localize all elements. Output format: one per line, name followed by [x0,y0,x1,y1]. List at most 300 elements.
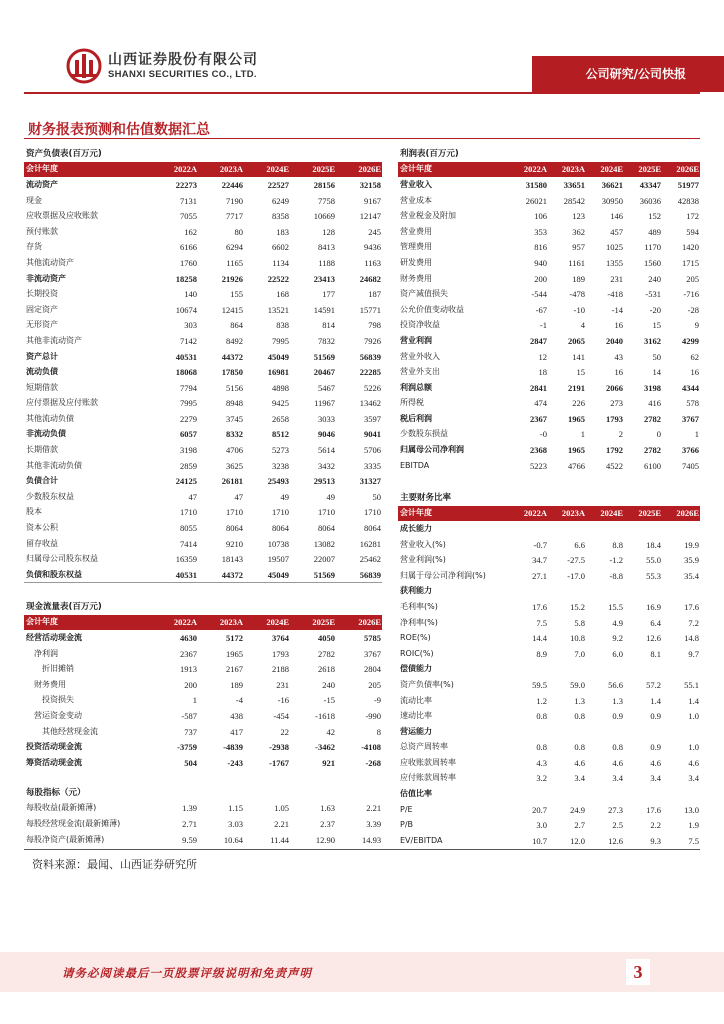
row-value: -268 [365,757,382,768]
row-value: 2.37 [320,818,335,829]
row-label: 现金 [26,195,42,205]
row-value: 4.6 [574,757,585,768]
row-value: 6100 [644,460,661,471]
row-value: 1.2 [536,695,547,706]
table-title-row [24,599,382,615]
row-value: 438 [230,710,243,721]
row-value: 27.1 [532,570,547,581]
row-value: 29513 [313,476,335,487]
row-value: 1 [192,695,197,706]
row-value: 35.4 [684,570,700,581]
row-value: 3.4 [688,773,700,784]
row-value: 2367 [530,413,547,424]
row-value: 17.6 [646,804,661,815]
table-row [24,380,382,396]
row-value: -587 [181,710,197,721]
section-tag [532,56,724,92]
row-value: -716 [683,289,699,300]
row-value: 15 [652,320,661,331]
row-value: 6.6 [574,539,585,550]
row-value: 51569 [313,351,335,362]
row-value: 14.93 [361,834,382,845]
per-share-table [24,785,382,847]
row-value: 1965 [226,648,243,659]
row-value: 200 [534,273,547,284]
row-value: 7758 [318,195,335,206]
row-value: 16 [614,320,623,331]
row-value: 8064 [318,523,335,534]
row-label: 净利润 [34,648,58,658]
table-row [398,755,700,771]
row-label: 负债和股东权益 [24,567,152,583]
row-label: 长期投资 [26,289,58,299]
column-header: 会计年度 [398,506,510,522]
table-row [398,802,700,818]
row-value: 16281 [359,538,382,549]
row-value: 189 [230,679,243,690]
row-value: 8413 [318,242,335,253]
row-value: 3335 [364,460,382,471]
table-row [398,646,700,662]
row-value: 15.2 [570,601,585,612]
row-value: 240 [648,273,661,284]
row-value: -1.2 [609,555,623,566]
row-value: 226 [572,398,585,409]
row-value: 44372 [221,351,243,362]
row-value: 106 [534,211,547,222]
column-header: 2023A [548,162,586,178]
row-value: 5226 [364,382,382,393]
row-value: 2.21 [274,818,289,829]
table-row [398,817,700,833]
row-value: 5172 [226,632,243,643]
row-label: 财务费用 [400,273,432,283]
row-value: 49 [326,491,335,502]
row-value: 19507 [267,554,289,565]
row-value: 10.64 [223,834,243,845]
row-value: 13521 [267,304,289,315]
table-title-row [398,146,700,162]
row-label: 营业成本 [400,195,432,205]
row-value: 205 [368,679,382,690]
row-value: 6294 [226,242,243,253]
row-value: 940 [534,257,547,268]
row-value: 40531 [175,351,197,362]
row-label: 资本公积 [26,523,58,533]
row-value: 10738 [267,538,289,549]
row-label: 应收账款周转率 [400,757,456,767]
row-label: 营业外收入 [400,351,440,361]
table-row [398,302,700,318]
row-value: -4839 [223,742,243,753]
column-header: 2022A [510,506,548,522]
row-value: 4.6 [650,757,661,768]
row-value: 4630 [180,632,197,643]
row-value: 2040 [606,335,623,346]
row-value: 21926 [221,273,243,284]
row-value: 8.8 [612,539,623,550]
row-value: 28542 [563,195,585,206]
row-value: 4050 [318,632,335,643]
row-value: 24682 [359,273,382,284]
row-label: 短期借款 [26,382,58,392]
row-value: 18.4 [646,539,661,550]
row-value: 11.44 [270,834,289,845]
row-value: 57.2 [646,679,661,690]
row-value: 0.9 [612,711,623,722]
table-row [24,349,382,365]
row-value: 1.4 [688,695,700,706]
table-row [398,255,700,271]
row-label: 公允价值变动收益 [400,304,464,314]
table-row [398,193,700,209]
row-value: 3033 [318,413,335,424]
table-row [24,661,382,677]
column-header: 2024E [586,162,624,178]
row-value: 7405 [682,460,699,471]
row-value: 10674 [175,304,197,315]
data-source-note: 资料来源：最闻、山西证券研究所 [32,858,197,871]
row-label: 管理费用 [400,242,432,252]
row-value: 0.8 [574,711,585,722]
row-label: 负债合计 [26,476,58,486]
row-value: 2782 [644,413,661,424]
row-value: 838 [276,320,289,331]
table-row [398,552,700,568]
row-label: 每股经营现金流(最新摊薄) [26,818,121,828]
row-value: 20.7 [532,804,547,815]
row-value: 6.4 [650,617,661,628]
table-title: 每股指标（元） [26,787,86,798]
row-value: 8332 [226,429,243,440]
row-value: 10.7 [532,835,547,846]
page-header [0,0,724,100]
table-row [24,411,382,427]
row-value: 864 [230,320,243,331]
row-value: 3162 [644,335,661,346]
company-name-en: SHANXI SECURITIES CO., LTD. [108,69,257,80]
row-value: 22527 [267,179,289,190]
row-value: 6057 [180,429,197,440]
row-value: 10.8 [570,633,585,644]
table-row [24,520,382,536]
row-value: 474 [534,398,547,409]
table-row [398,693,700,709]
row-value: -15 [323,695,335,706]
company-name [108,52,258,82]
row-value: 18 [538,367,547,378]
row-value: -67 [535,304,547,315]
row-value: 16 [690,367,699,378]
row-value: 3745 [226,413,243,424]
row-value: 8064 [272,523,289,534]
row-value: -4108 [361,742,382,753]
column-header: 会计年度 [24,615,152,631]
row-value: 489 [648,226,661,237]
row-value: 43 [614,351,623,362]
column-header: 2025E [624,506,662,522]
cash-flow-table [24,599,382,771]
row-value: 2618 [318,664,335,675]
column-header: 会计年度 [24,162,152,178]
row-value: 146 [610,211,623,222]
table-row [24,551,382,567]
row-value: 0.8 [574,742,585,753]
row-label: 无形资产 [26,320,58,330]
table-row [24,427,382,443]
row-value: 28156 [313,179,335,190]
row-label: 每股净资产(最新摊薄) [26,834,105,844]
table-row [24,255,382,271]
category-row [398,521,700,537]
row-value: 416 [648,398,661,409]
row-value: 3.4 [612,773,623,784]
row-value: 15771 [359,304,382,315]
row-label: 资产负债率(%) [400,679,454,689]
row-label: 归属母公司股东权益 [26,554,98,564]
row-value: 1793 [606,413,623,424]
row-value: 80 [234,226,243,237]
table-row [398,396,700,412]
row-value: 1170 [644,242,661,253]
row-value: 2167 [226,664,243,675]
row-value: -20 [649,304,661,315]
row-value: 11967 [314,398,335,409]
row-value: 42 [326,726,335,737]
row-value: 205 [686,273,699,284]
row-value: 1965 [568,413,585,424]
row-value: -2938 [269,742,289,753]
row-value: -3759 [177,742,197,753]
row-value: 59.0 [570,679,585,690]
row-value: 35.9 [684,555,700,566]
row-label: 资产总计 [26,351,58,361]
row-value: 8948 [226,398,243,409]
row-value: 2.21 [366,803,382,814]
table-title: 现金流量表(百万元) [26,601,102,612]
row-value: 14.4 [532,633,547,644]
row-value: 23413 [313,273,335,284]
table-row [24,193,382,209]
row-value: 50 [652,351,661,362]
row-value: 1965 [568,445,585,456]
row-value: 12.90 [315,834,335,845]
table-row [398,677,700,693]
header-divider [24,92,700,94]
table-row [398,740,700,756]
row-value: 9041 [364,429,382,440]
row-value: 18143 [221,554,243,565]
row-value: 417 [230,726,243,737]
table-row [398,286,700,302]
row-value: 7.5 [688,835,700,846]
row-label: 利润总额 [400,382,432,392]
row-value: 25462 [359,554,382,565]
row-value: 123 [572,211,585,222]
row-value: 45049 [244,567,290,583]
row-label: 归属母公司净利润 [400,445,464,455]
row-value: 2.7 [574,820,585,831]
table-row [398,240,700,256]
company-name-cn: 山西证券股份有限公司 [108,52,258,68]
row-value: 22007 [313,554,335,565]
row-value: -17.0 [567,570,585,581]
column-header: 2025E [624,162,662,178]
row-value: 0.8 [536,711,547,722]
row-value: 5156 [226,382,243,393]
row-value: -10 [573,304,585,315]
row-value: 26181 [221,476,243,487]
row-value: -28 [687,304,699,315]
table-row [24,177,382,193]
table-row [24,286,382,302]
row-value: -14 [611,304,623,315]
table-header-row [24,162,382,178]
row-value: 17.6 [532,601,547,612]
row-value: 47 [188,491,197,502]
table-row [398,411,700,427]
row-label: 偿债能力 [400,664,432,674]
column-header: 2024E [586,506,624,522]
row-label: 资产减值损失 [400,289,448,299]
page-title: 财务报表预测和估值数据汇总 [28,122,210,138]
category-row [398,584,700,600]
row-value: 5614 [318,445,335,456]
row-value: -3462 [315,742,335,753]
row-value: 12 [538,351,547,362]
row-value: 6.0 [612,648,623,659]
table-row [24,708,382,724]
row-value: 62 [690,351,699,362]
row-value: 1 [580,429,585,440]
table-header-row [24,615,382,631]
row-value: -1 [539,320,547,331]
row-value: 1.05 [274,803,289,814]
row-value: -16 [277,695,289,706]
row-value: 128 [322,226,335,237]
table-row [24,396,382,412]
row-label: P/B [400,820,414,830]
table-row [398,568,700,584]
row-value: 3198 [180,445,197,456]
row-value: 4344 [682,382,699,393]
row-value: 1134 [272,257,289,268]
row-value: 2.71 [182,818,197,829]
row-value: 3767 [682,413,699,424]
row-label: 财务费用 [34,679,66,689]
row-value: 1792 [606,445,623,456]
row-value: 43347 [639,179,661,190]
table-title-row [398,490,700,506]
row-value: 3767 [364,648,382,659]
row-value: -0.7 [533,539,547,550]
row-value: 2658 [272,413,289,424]
table-row [398,630,700,646]
table-row [398,271,700,287]
table-row [398,177,700,193]
row-value: 7142 [180,335,197,346]
row-value: -0 [539,429,547,440]
row-label: 留存收益 [26,538,58,548]
row-label: ROIC(%) [400,648,434,658]
row-value: 12.6 [646,633,661,644]
row-value: 816 [534,242,547,253]
row-value: 1188 [318,257,335,268]
row-value: 8492 [226,335,243,346]
table-row [24,473,382,489]
row-value: 578 [686,398,699,409]
row-value: 9436 [364,242,382,253]
table-row [24,693,382,709]
row-value: -1618 [315,710,335,721]
row-value: 15 [576,367,585,378]
column-header: 2024E [244,162,290,178]
row-value: 3.4 [650,773,661,784]
row-value: 9 [694,320,699,331]
row-value: 31580 [525,179,547,190]
table-row [398,708,700,724]
table-title: 利润表(百万元) [400,148,459,159]
table-row [24,442,382,458]
row-value: 140 [184,289,197,300]
table-row [24,677,382,693]
row-value: 22446 [221,179,243,190]
row-value: 56839 [336,567,382,583]
row-value: 3625 [226,460,243,471]
column-header: 2023A [198,615,244,631]
row-label: 经营活动现金流 [26,632,82,642]
row-value: 168 [276,289,289,300]
row-value: 7.2 [688,617,700,628]
row-value: 2279 [180,413,197,424]
row-label: 营业收入(%) [400,539,446,549]
row-label: 其他流动负债 [26,413,74,423]
row-value: 13462 [359,398,382,409]
table-row [24,364,382,380]
row-value: 0 [656,429,661,440]
row-label: 存货 [26,242,42,252]
row-value: 7926 [364,335,382,346]
row-label: 营业利润 [400,335,432,345]
table-row [24,536,382,552]
row-value: 36621 [601,179,623,190]
row-value: 59.5 [532,679,547,690]
row-value: 56.6 [608,679,623,690]
row-value: 231 [276,679,289,690]
row-value: 7995 [180,398,197,409]
row-value: 3764 [272,632,289,643]
row-value: 0.8 [536,742,547,753]
row-label: 流动负债 [26,367,58,377]
table-title: 资产负债表(百万元) [26,148,102,159]
table-header-row [398,506,700,522]
column-header: 2023A [548,506,586,522]
row-value: 8512 [272,429,289,440]
row-value: 47 [234,491,243,502]
row-value: 22522 [267,273,289,284]
row-value: 1.63 [320,803,335,814]
row-value: 1.4 [650,695,661,706]
row-label: 预付账款 [26,226,58,236]
row-label: 筹资活动现金流 [26,757,82,767]
row-value: 9210 [226,538,243,549]
row-value: 814 [322,320,335,331]
row-label: 流动比率 [400,695,432,705]
column-header: 会计年度 [398,162,510,178]
row-value: 14.8 [684,633,700,644]
row-value: 8064 [364,523,382,534]
table-title-row [24,146,382,162]
